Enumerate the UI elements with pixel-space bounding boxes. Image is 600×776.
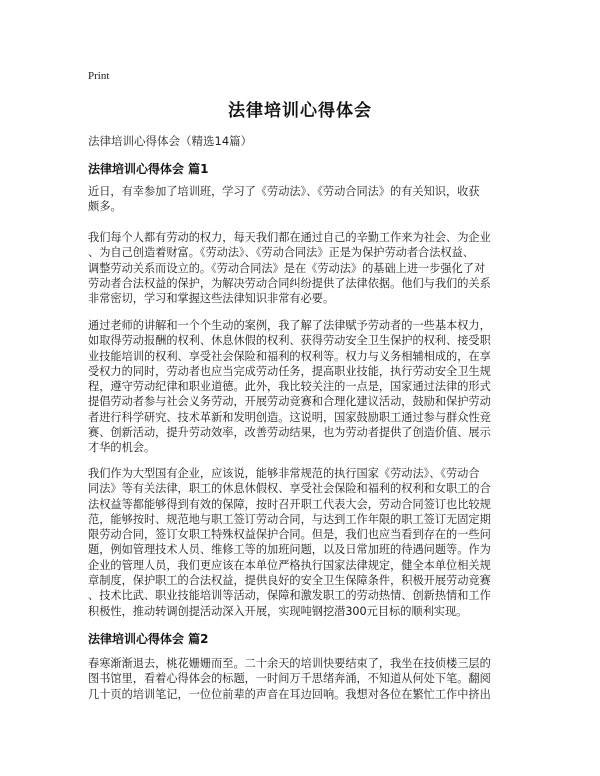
text-line: 者进行科学研究、技术革新和发明创造。这说明，国家鼓励职工通过参与群众性竞	[88, 410, 491, 424]
paragraph	[88, 230, 512, 306]
text-line: 如取得劳动报酬的权利、休息休假的权利、获得劳动安全卫生保护的权利、接受职	[88, 334, 491, 348]
text-line: 受权力的同时，劳动者也应当完成劳动任务，提高职业技能，执行劳动安全卫生规	[88, 364, 491, 378]
text-line: 几十页的培训笔记，一位位前辈的声音在耳边回响。我想对各位在繁忙工作中挤出	[88, 687, 491, 701]
text-line: 提倡劳动者参与社会义务劳动，开展劳动竞赛和合理化建议活动，鼓励和保护劳动	[88, 395, 491, 409]
text-line: 题，例如管理技术人员、维修工等的加班问题，以及日常加班的待遇问题等。作为	[88, 543, 491, 557]
text-line: 同法》等有关法律，职工的休息休假权、享受社会保险和福利的权利和女职工的合	[88, 482, 491, 496]
paragraph	[88, 466, 512, 619]
section-heading-1: 法律培训心得体会 篇1	[88, 162, 209, 176]
text-line: 劳动者合法权益的保护，为解决劳动合同纠纷提供了法律依据。他们与我们的关系	[88, 276, 491, 290]
section-heading-2: 法律培训心得体会 篇2	[88, 632, 209, 646]
text-line: 、技术比武、职业技能培训等活动，保障和激发职工的劳动热情、创新热情和工作	[88, 589, 491, 603]
paragraph	[88, 318, 512, 456]
text-line: 、为自己创造着财富。《劳动法》、《劳动合同法》正是为保护劳动者合法权益、	[88, 246, 474, 260]
paragraph	[88, 184, 512, 215]
paragraph	[88, 656, 512, 702]
text-line: 范，能够按时、规范地与职工签订劳动合同，与达到工作年限的职工签订无固定期	[88, 512, 491, 526]
text-line: 限劳动合同，签订女职工特殊权益保护合同。但是，我们也应当看到存在的一些问	[88, 528, 491, 542]
text-line: 我们作为大型国有企业，应该说，能够非常规范的执行国家《劳动法》、《劳动合	[88, 467, 480, 480]
text-line: 赛、创新活动，提升劳动效率，改善劳动结果，也为劳动者提供了创造价值、展示	[88, 426, 491, 440]
text-line: 调整劳动关系而设立的。《劳动合同法》是在《劳动法》的基础上进一步强化了对	[88, 261, 486, 275]
document-subtitle: 法律培训心得体会（精选14篇）	[88, 134, 253, 148]
text-line: 企业的管理人员，我们更应该在本单位严格执行国家法律规定，健全本单位相关规	[88, 558, 491, 572]
text-line: 业技能培训的权利、享受社会保险和福利的权利等。权力与义务相辅相成的，在享	[88, 349, 491, 363]
text-line: 近日，有幸参加了培训班，学习了《劳动法》、《劳动合同法》的有关知识，收获	[88, 185, 480, 198]
text-line: 春寒渐渐退去，桃花姗姗而至。二十余天的培训快要结束了，我坐在技侦楼三层的	[88, 657, 491, 670]
text-line: 法权益等都能够得到有效的保障，按时召开职工代表大会，劳动合同签订也比较规	[88, 497, 491, 511]
text-line: 积极性，推动转调创提活动深入开展，实现吨钢挖潜300元目标的顺利实现。	[88, 604, 468, 618]
text-line: 章制度，保护职工的合法权益，提供良好的安全卫生保障条件，积极开展劳动竞赛	[88, 574, 491, 588]
text-line: 非常密切，学习和掌握这些法律知识非常有必要。	[88, 292, 335, 306]
text-line: 颇多。	[88, 200, 122, 214]
text-line: 我们每个人都有劳动的权力，每天我们都在通过自己的辛勤工作来为社会、为企业	[88, 231, 491, 244]
text-line: 才华的机会。	[88, 441, 156, 455]
text-line: 图书馆里，看着心得体会的标题，一时间万千思绪奔涌，不知道从何处下笔。翻阅	[88, 672, 491, 686]
page-title: 法律培训心得体会	[228, 101, 372, 121]
text-line: 通过老师的讲解和一个个生动的案例，我了解了法律赋予劳动者的一些基本权力，	[88, 319, 491, 332]
print-link[interactable]: Print	[88, 70, 110, 82]
text-line: 程，遵守劳动纪律和职业道德。此外，我比较关注的一点是，国家通过法律的形式	[88, 380, 491, 394]
